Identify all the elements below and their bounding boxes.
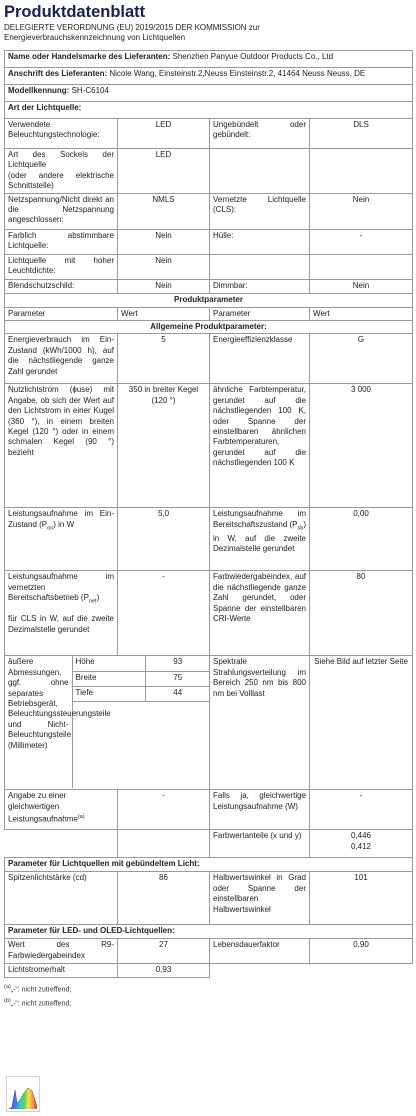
- chromaticity-label: Farbwertanteile (x und y): [210, 830, 310, 858]
- cls-value: Nein: [310, 193, 413, 229]
- regulation-reference: [4, 23, 412, 50]
- depth-label: Tiefe: [72, 686, 145, 701]
- standby-power-value: 0,00: [310, 508, 413, 571]
- general-parameters-heading: Allgemeine Produktparameter:: [5, 321, 413, 334]
- anti-glare-label: Blendschutzschild:: [5, 279, 118, 293]
- technology-label: Verwendete Beleuchtungstechnologie:: [5, 119, 118, 149]
- energy-consumption-value: 5: [118, 334, 210, 384]
- page-title: Produktdatenblatt: [4, 3, 146, 21]
- energy-consumption-label: Energieverbrauch im Ein-Zustand (kWh/1000 h), auf die nächstliegende ganze Zahl gerundet: [5, 334, 118, 384]
- beam-angle-value: 101: [310, 872, 413, 925]
- r9-index-value: 27: [118, 939, 210, 964]
- on-mode-power-label: [5, 508, 118, 571]
- color-rendering-label: Farbwiedergabeindex, auf die nächstliegende ganze Zahl gerundet, oder Spanne der einstellbaren CRI-Werte: [210, 571, 310, 656]
- width-label: Breite: [72, 671, 145, 686]
- anti-glare-value: Nein: [118, 279, 210, 293]
- color-temperature-label: ähnliche Farbtemperatur, gerundet auf die nächstliegenden 100 K, oder Spanne der einstellbaren ähnlichen Farbtemperaturen, gerundet auf die nächstliegenden 100 K: [210, 384, 310, 508]
- column-header-parameter-right: Parameter: [210, 307, 310, 320]
- envelope-value: -: [310, 229, 413, 254]
- color-rendering-value: 80: [310, 571, 413, 656]
- model-label: Modellkennung:: [8, 86, 70, 95]
- cap-type-label: [5, 149, 118, 194]
- chromaticity-x: 0,446: [350, 831, 372, 841]
- directional-value: DLS: [310, 119, 413, 149]
- standby-power-unit: ) in W, auf die zweite Dezimalstelle gerundet: [213, 519, 306, 554]
- color-temperature-value: 3 000: [310, 384, 413, 508]
- mains-label: Netzspannung/Nicht direkt an die Netzspannung angeschlossen:: [5, 193, 118, 229]
- equivalent-power-text: Angabe zu einer gleichwertigen Leistungsaufnahme: [8, 791, 78, 824]
- lumen-maintenance-value: 0,93: [118, 964, 210, 978]
- luminous-flux-label: Nutzlichtstrom (ɸuse) mit Angabe, ob sich der Wert auf den Lichtstrom in einer Kugel (360 °), in einem breiten Kegel (120 °) oder in einem schmalen Kegel (90 °) bezieht: [5, 384, 118, 508]
- peak-intensity-value: 86: [118, 872, 210, 925]
- cap-type-value: LED: [118, 149, 210, 194]
- column-header-value-left: Wert: [118, 307, 210, 320]
- equivalent-power-footnote-mark: (a): [77, 814, 85, 821]
- on-mode-power-subscript: on: [47, 525, 54, 532]
- high-luminance-empty-label: [210, 254, 310, 279]
- spectral-distribution-thumbnail: [6, 1076, 40, 1112]
- r9-index-label: Wert des R9-Farbwiedergabeindex: [5, 939, 118, 964]
- networked-standby-label: [5, 571, 118, 656]
- supplier-name-row: [5, 51, 413, 68]
- width-value: 75: [145, 671, 210, 686]
- dimensions-cell: [5, 656, 210, 790]
- dimensions-table: [5, 656, 210, 788]
- footnote-b-text: „-“: nicht zutreffend;: [10, 1000, 72, 1008]
- cls-label: Vernetzte Lichtquelle (CLS):: [210, 193, 310, 229]
- depth-value: 44: [145, 686, 210, 701]
- height-value: 93: [145, 656, 210, 671]
- model-row: [5, 85, 413, 102]
- equivalent-power-label: [5, 790, 118, 830]
- equivalent-power-watts-value: -: [310, 790, 413, 830]
- cap-type-label-line-1: Art des Sockels der Lichtquelle: [8, 150, 114, 170]
- footnote-b-mark: (b): [4, 997, 11, 1004]
- cap-type-label-line-2: (oder andere elektrische Schnittstelle): [8, 170, 114, 191]
- survival-factor-label: Lebensdauerfaktor: [210, 939, 310, 964]
- column-header-value-right: Wert: [310, 307, 413, 320]
- directional-parameters-heading: Parameter für Lichtquellen mit gebündeltem Licht:: [5, 858, 413, 872]
- light-source-type-heading: Art der Lichtquelle:: [5, 102, 413, 119]
- high-luminance-value: Nein: [118, 254, 210, 279]
- cap-type-empty-value: [310, 149, 413, 194]
- envelope-label: Hülle:: [210, 229, 310, 254]
- networked-standby-close: ): [96, 593, 100, 603]
- on-mode-power-unit: ) in W: [53, 519, 75, 529]
- networked-standby-note: für CLS in W, auf die zweite Dezimalstelle gerundet: [8, 614, 114, 634]
- beam-angle-label: Halbwertswinkel in Grad oder Spanne der einstellbaren Halbwertswinkel: [210, 872, 310, 925]
- energy-class-label: Energieeffizienzklasse: [210, 334, 310, 384]
- dimmable-value: Nein: [310, 279, 413, 293]
- on-mode-power-value: 5,0: [118, 508, 210, 571]
- on-mode-power-text: Leistungsaufnahme im Ein-Zustand (P: [8, 509, 114, 529]
- standby-power-subscript: sb: [297, 525, 304, 532]
- footnote-a: [4, 982, 412, 995]
- lumen-maintenance-label: Lichtstromerhalt: [5, 964, 118, 978]
- networked-standby-subscript: net: [88, 598, 97, 605]
- technology-value: LED: [118, 119, 210, 149]
- regulation-line-2: Energieverbrauchskennzeichnung von Lichtquellen: [4, 33, 186, 42]
- supplier-name-value: Shenzhen Panyue Outdoor Products Co., Ltd: [172, 52, 334, 61]
- footnote-a-text: „-“: nicht zutreffend;: [10, 986, 72, 994]
- networked-standby-value: -: [118, 571, 210, 656]
- standby-power-label: [210, 508, 310, 571]
- tunable-label: Farblich abstimmbare Lichtquelle:: [5, 229, 118, 254]
- supplier-address-value: Nicole Wang, Einsteinstr.2,Neuss Einsteinstr.2, 41464 Neuss Neuss, DE: [109, 69, 366, 78]
- spectral-distribution-value: Siehe Bild auf letzter Seite: [310, 656, 413, 790]
- height-label: Höhe: [72, 656, 145, 671]
- equivalent-power-value: -: [118, 790, 210, 830]
- led-oled-parameters-heading: Parameter für LED- und OLED-Lichtquellen:: [5, 925, 413, 939]
- product-data-sheet: [0, 2, 416, 1116]
- mains-value: NMLS: [118, 193, 210, 229]
- column-header-parameter-left: Parameter: [5, 307, 118, 320]
- footnote-b: [4, 996, 412, 1009]
- supplier-address-label: Anschrift des Lieferanten:: [8, 69, 108, 78]
- cap-type-empty-label: [210, 149, 310, 194]
- dimensions-label: äußere Abmessungen, ggf. ohne separates Betriebsgerät, Beleuchtungssteuerungsteile und Nicht-Beleuchtungsteile (Millimeter): [5, 656, 72, 788]
- supplier-address-row: [5, 68, 413, 85]
- footnotes: [4, 982, 412, 1009]
- regulation-line-1: DELEGIERTE VERORDNUNG (EU) 2019/2015 DER KOMMISSION zur: [4, 23, 260, 32]
- standby-power-text: Leistungsaufnahme im Bereitschaftszustand (P: [213, 509, 306, 529]
- peak-intensity-label: Spitzenlichtstärke (cd): [5, 872, 118, 925]
- networked-standby-text: Leistungsaufnahme im vernetzten Bereitschaftsbetrieb (P: [8, 572, 114, 603]
- energy-class-value: G: [310, 334, 413, 384]
- directional-label: Ungebündelt oder gebündelt:: [210, 119, 310, 149]
- data-sheet-table: [4, 50, 413, 978]
- dimmable-label: Dimmbar:: [210, 279, 310, 293]
- supplier-name-label: Name oder Handelsmarke des Lieferanten:: [8, 52, 171, 61]
- survival-factor-value: 0,90: [310, 939, 413, 964]
- model-value: SH-C6104: [71, 86, 109, 95]
- high-luminance-label: Lichtquelle mit hoher Leuchtdichte:: [5, 254, 118, 279]
- footnote-a-mark: (a): [4, 984, 11, 991]
- chromaticity-y: 0,412: [350, 841, 372, 851]
- high-luminance-empty-value: [310, 254, 413, 279]
- chromaticity-value: [310, 830, 413, 858]
- luminous-flux-value: 350 in breiter Kegel (120 °): [118, 384, 210, 508]
- product-parameters-heading: Produktparameter: [5, 293, 413, 307]
- spectral-distribution-label: Spektrale Strahlungsverteilung im Bereich 250 nm bis 800 nm bei Volllast: [210, 656, 310, 790]
- equivalent-power-watts-label: Falls ja, gleichwertige Leistungsaufnahme (W): [210, 790, 310, 830]
- tunable-value: Nein: [118, 229, 210, 254]
